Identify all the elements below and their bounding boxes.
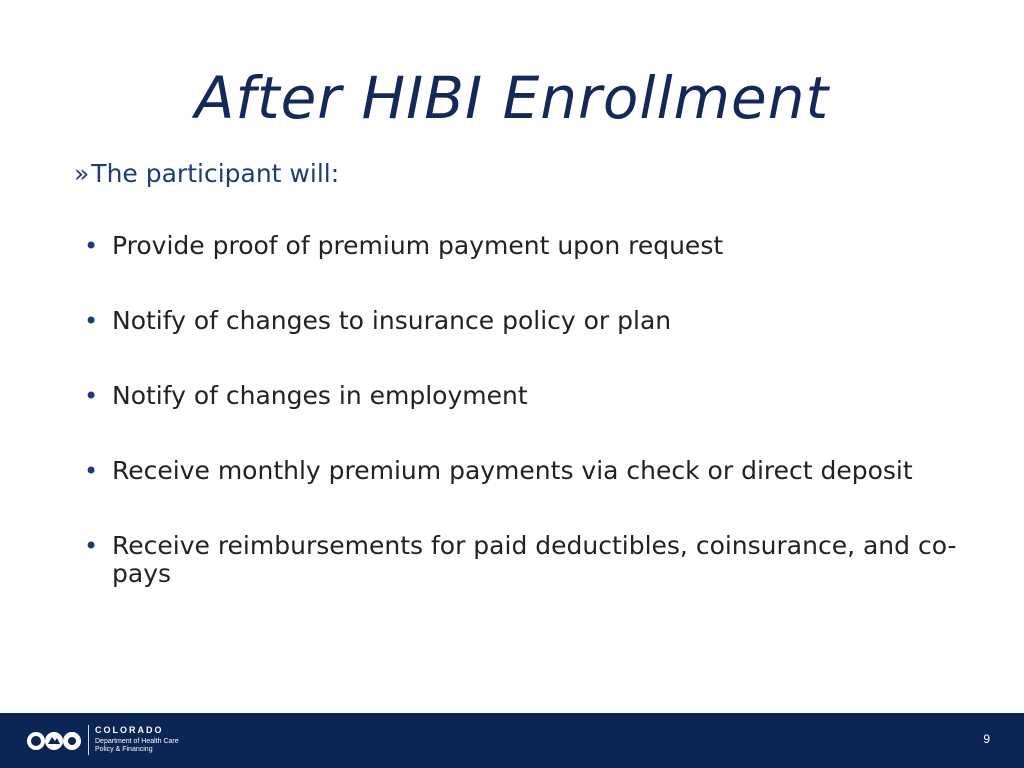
- logo-state-name: COLORADO: [95, 725, 164, 735]
- bullet-dot: •: [84, 457, 99, 485]
- logo-divider: [88, 725, 89, 755]
- bullet-dot: •: [84, 532, 99, 560]
- page-number: 9: [983, 732, 990, 746]
- bullet-text: Receive monthly premium payments via check or direct deposit: [112, 456, 913, 485]
- colorado-logo: [26, 723, 179, 757]
- bullet-text: Receive reimbursements for paid deductibles, coinsurance, and co-pays: [112, 531, 957, 588]
- logo-dept-line-2: Policy & Financing: [95, 746, 153, 753]
- footer-bar: [0, 713, 1024, 768]
- bullet-text: Provide proof of premium payment upon request: [112, 231, 724, 260]
- bullet-item: [84, 457, 964, 485]
- slide-title: After HIBI Enrollment: [194, 64, 830, 132]
- bullet-dot: •: [84, 382, 99, 410]
- lead-text: The participant will:: [91, 159, 340, 188]
- lead-marker: »: [74, 159, 90, 188]
- bullet-text: Notify of changes in employment: [112, 381, 528, 410]
- colorado-state-logo-icon: [26, 725, 84, 755]
- bullet-item: [84, 532, 964, 588]
- logo-dept-line-1: Department of Health Care: [95, 738, 179, 745]
- bullet-text: Notify of changes to insurance policy or plan: [112, 306, 672, 335]
- bullet-item: [84, 232, 964, 260]
- bullet-dot: •: [84, 307, 99, 335]
- bullet-item: [84, 382, 964, 410]
- lead-line: [74, 158, 339, 190]
- bullet-list: [84, 232, 964, 635]
- logo-text: [95, 726, 179, 754]
- bullet-item: [84, 307, 964, 335]
- bullet-dot: •: [84, 232, 99, 260]
